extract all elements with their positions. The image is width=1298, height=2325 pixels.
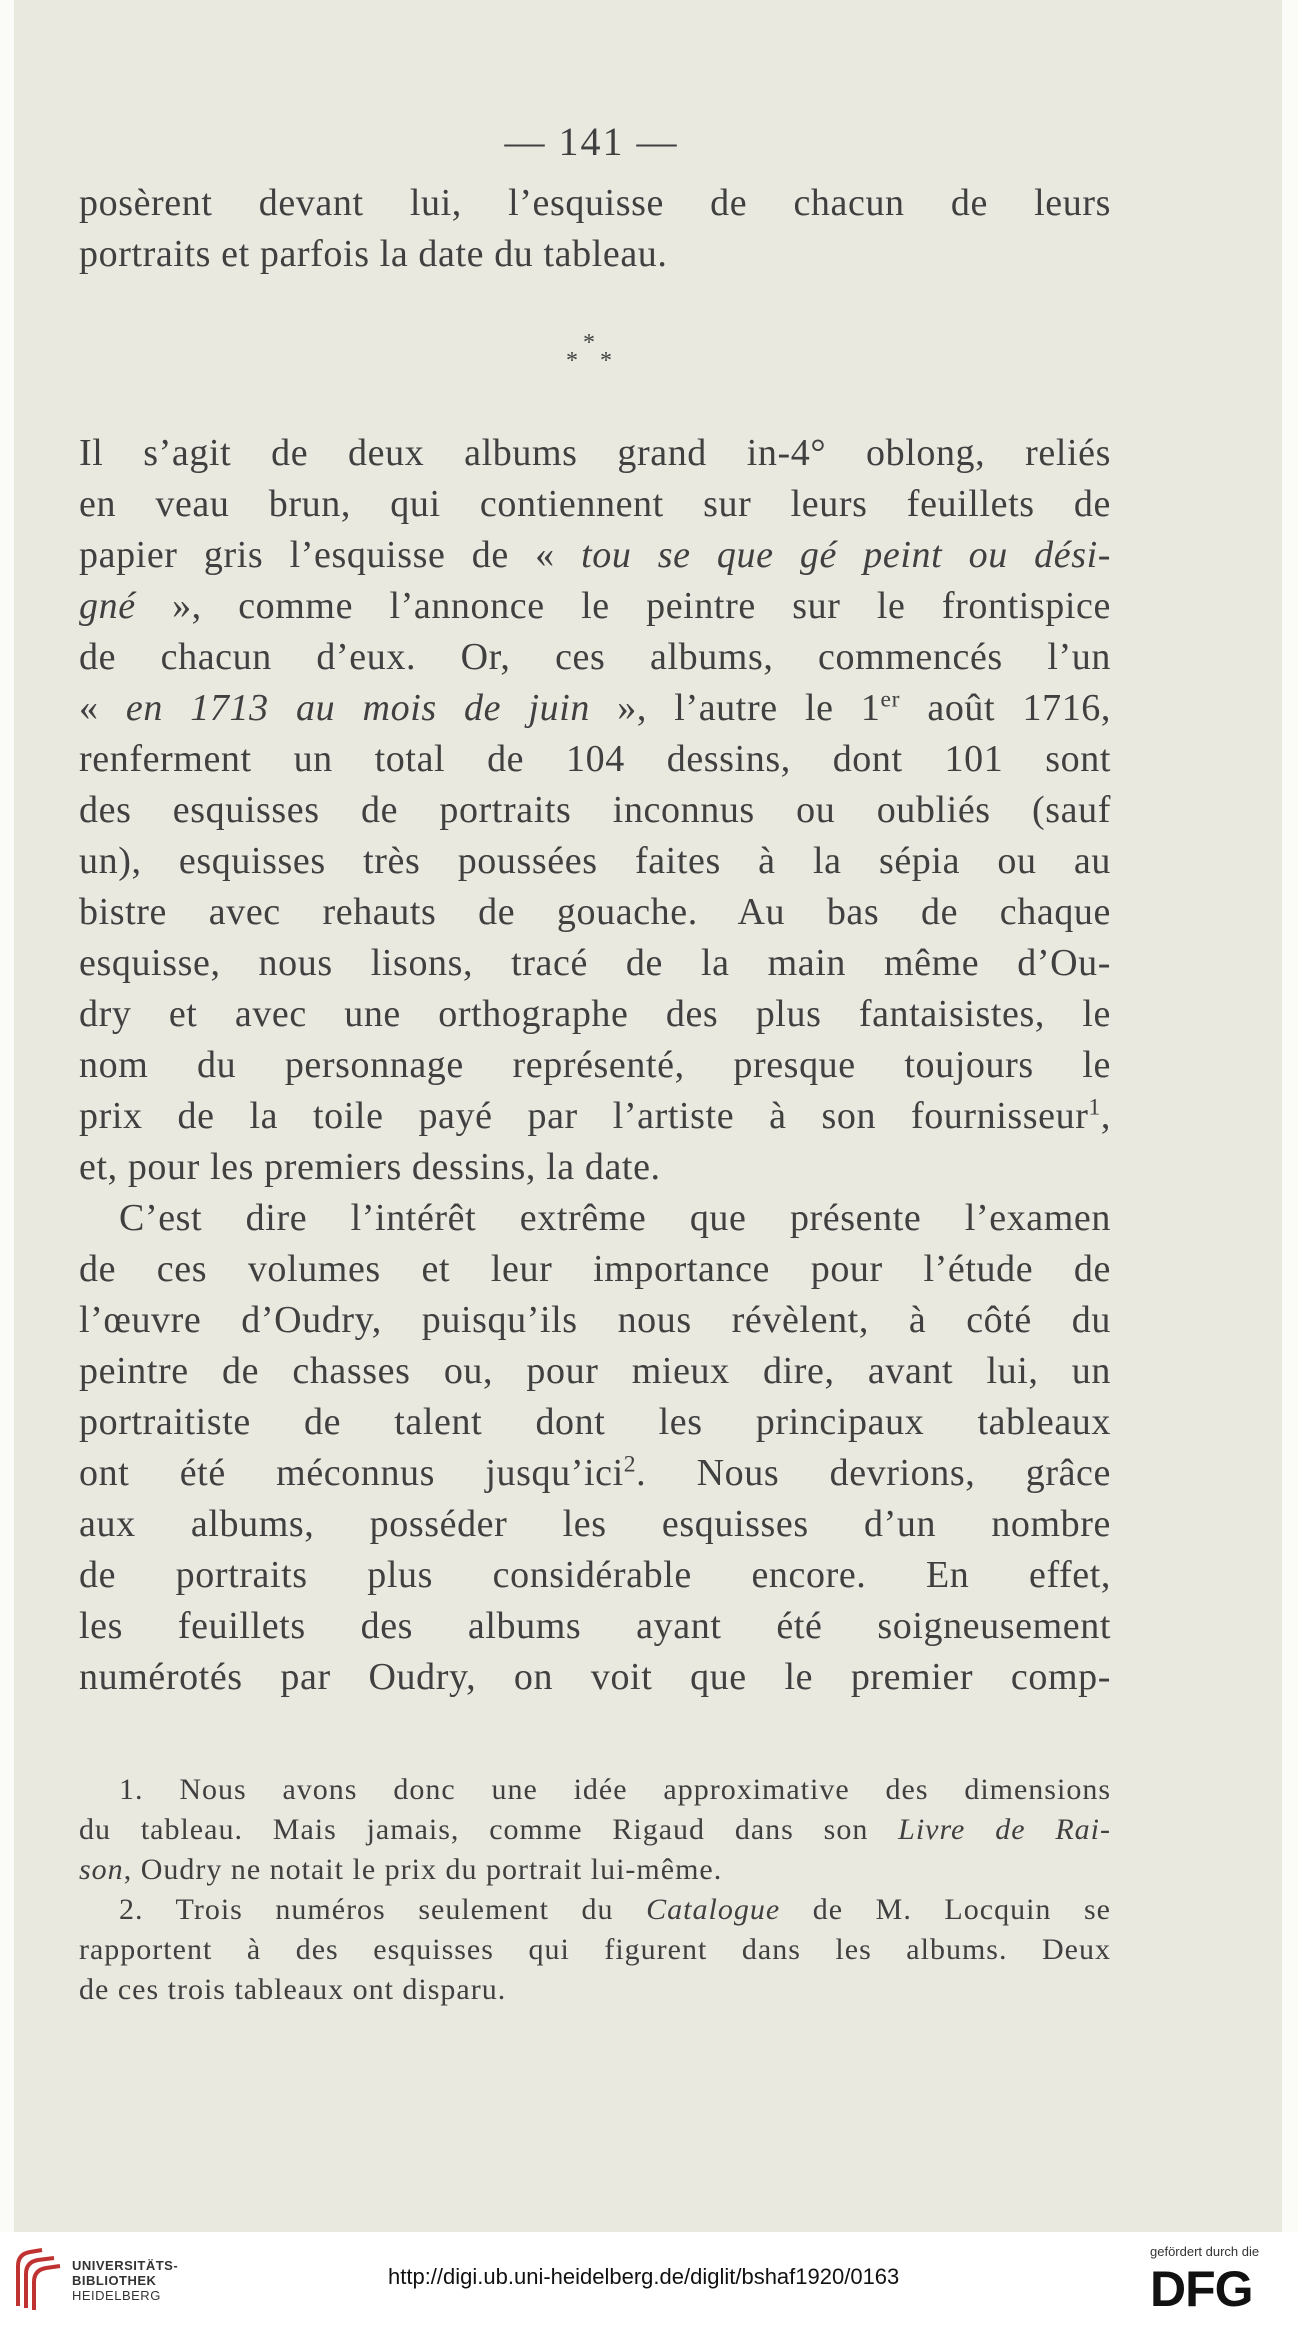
scanned-page	[14, 0, 1282, 2232]
text-line: un), esquisses très poussées faites à la sépia ou au	[79, 840, 1111, 882]
text-line: dry et avec une orthographe des plus fantaisistes, le	[79, 993, 1111, 1035]
text-line: Il s’agit de deux albums grand in-4° oblong, reliés	[79, 432, 1111, 474]
text-line: peintre de chasses ou, pour mieux dire, avant lui, un	[79, 1350, 1111, 1392]
footnote-ref: 2	[623, 1451, 637, 1478]
text-line: des esquisses de portraits inconnus ou oubliés (sauf	[79, 789, 1111, 831]
star-icon: *	[600, 348, 612, 374]
text-line: posèrent devant lui, l’esquisse de chacun de leurs	[79, 182, 1111, 224]
viewer-footer	[0, 2232, 1298, 2325]
footnote-line: 2. Trois numéros seulement du Catalogue de M. Locquin se	[119, 1893, 1111, 1926]
university-library-logo-icon	[14, 2246, 62, 2312]
text-line: esquisse, nous lisons, tracé de la main même d’Ou-	[79, 942, 1111, 984]
text-line: portraits et parfois la date du tableau.	[79, 233, 668, 275]
text-line: de portraits plus considérable encore. En effet,	[79, 1554, 1111, 1596]
page-number: — 141 —	[504, 119, 679, 164]
star-icon: *	[583, 330, 595, 356]
text-line: renferment un total de 104 dessins, dont 101 sont	[79, 738, 1111, 780]
text-line: bistre avec rehauts de gouache. Au bas de chaque	[79, 891, 1111, 933]
footnote-line: 1. Nous avons donc une idée approximative des dimensions	[119, 1773, 1111, 1806]
footnote-line: son, Oudry ne notait le prix du portrait lui-même.	[79, 1853, 723, 1886]
star-icon: *	[566, 348, 578, 374]
text-line: prix de la toile payé par l’artiste à son fournisseur$^1$,	[79, 1094, 1111, 1137]
dfg-logo: DFG	[1150, 2261, 1253, 2317]
text-line: les feuillets des albums ayant été soigneusement	[79, 1605, 1111, 1647]
footnote-line: de ces trois tableaux ont disparu.	[79, 1973, 507, 2006]
text-line: de ces volumes et leur importance pour l’étude de	[79, 1248, 1111, 1290]
footnote-ref: 1	[1088, 1094, 1101, 1121]
text-line: portraitiste de talent dont les principaux tableaux	[79, 1401, 1111, 1443]
text-line: papier gris l’esquisse de « tou se que gé peint ou dési-	[79, 534, 1111, 576]
text-line: en veau brun, qui contiennent sur leurs feuillets de	[79, 483, 1111, 525]
text-line: aux albums, posséder les esquisses d’un nombre	[79, 1503, 1111, 1545]
text-line: de chacun d’eux. Or, ces albums, commencés l’un	[79, 636, 1111, 678]
italic-quote: tou se que gé peint ou dési-	[581, 534, 1111, 576]
permalink[interactable]: http://digi.ub.uni-heidelberg.de/diglit/bshaf1920/0163	[388, 2264, 900, 2289]
text-line: « en 1713 au mois de juin », l’autre le 1er août 1716,	[79, 686, 1111, 729]
italic-quote: gné	[79, 585, 136, 627]
body-text-top	[79, 178, 1111, 280]
footnote-line: du tableau. Mais jamais, comme Rigaud dans son Livre de Rai-	[79, 1813, 1111, 1846]
text-line: nom du personnage représenté, presque toujours le	[79, 1044, 1111, 1086]
library-name: UNIVERSITÄTS- BIBLIOTHEK HEIDELBERG	[72, 2258, 179, 2303]
section-divider-stars	[544, 330, 634, 390]
body-text-main	[79, 428, 1111, 1703]
text-line: numérotés par Oudry, on voit que le premier comp-	[79, 1656, 1111, 1698]
text-line: ont été méconnus jusqu’ici$^2$. Nous devrions, grâce	[79, 1451, 1111, 1494]
text-line: et, pour les premiers dessins, la date.	[79, 1146, 661, 1188]
text-line: gné », comme l’annonce le peintre sur le frontispice	[79, 585, 1111, 627]
footnotes	[79, 1770, 1111, 2010]
sponsor-caption: gefördert durch die	[1150, 2244, 1260, 2259]
text-line: l’œuvre d’Oudry, puisqu’ils nous révèlent, à côté du	[79, 1299, 1111, 1341]
text-line: C’est dire l’intérêt extrême que présente l’examen	[119, 1197, 1111, 1239]
footnote-line: rapportent à des esquisses qui figurent dans les albums. Deux	[79, 1933, 1111, 1966]
italic-quote: en 1713 au mois de juin	[125, 687, 590, 729]
